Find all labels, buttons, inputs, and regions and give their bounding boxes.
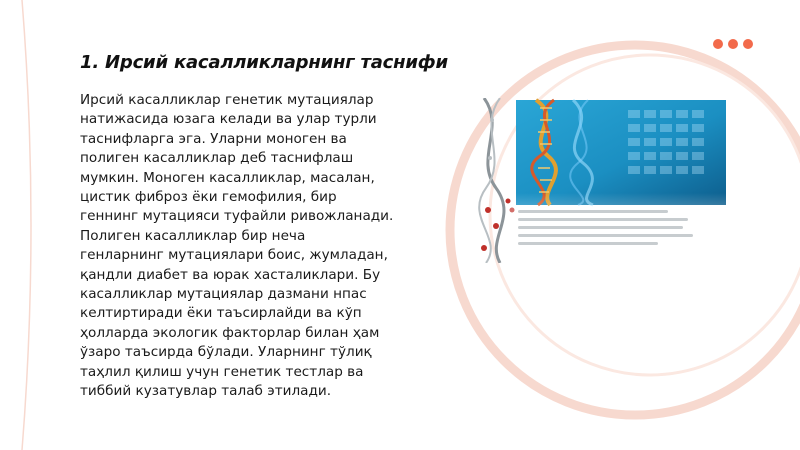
accent-dot [728,39,738,49]
body-line: ўзаро таъсирда бўлади. Уларнинг тўлиқ [80,344,372,361]
body-line: таҳлил қилиш учун генетик тестлар ва [80,363,364,380]
body-line: Полиген касалликлар бир неча [80,227,306,244]
slide-title: 1. Ирсий касалликларнинг таснифи [80,52,448,73]
body-line: таснифларга эга. Уларни моноген ва [80,130,347,147]
body-line: қандли диабет ва юрак хасталиклари. Бу [80,266,381,283]
accent-dot [713,39,723,49]
accent-dot [743,39,753,49]
body-line: цистик фиброз ёки гемофилия, бир [80,189,337,206]
dna-helix-illustration [478,98,728,263]
body-line: ҳолларда экологик факторлар билан ҳам [80,324,380,341]
body-line: касалликлар мутациялар дазмани нпас [80,286,367,303]
body-line: келтиртиради ёки таъсирлайди ва кўп [80,305,362,322]
body-paragraph [80,91,425,402]
accent-dots [713,39,753,49]
body-line: полиген касалликлар деб таснифлаш [80,150,354,167]
body-line: натижасида юзага келади ва улар турли [80,111,377,128]
grey-helix [479,98,510,263]
body-line: Ирсий касалликлар генетик мутациялар [80,92,374,108]
body-line: мумкин. Моноген касалликлар, масалан, [80,169,375,186]
body-line: геннинг мутацияси туфайли ривожланади. [80,208,394,225]
body-line: генларнинг мутациялари боис, жумладан, [80,247,388,264]
body-line: тиббий кузатувлар талаб этилади. [80,383,332,400]
left-edge-line [22,0,31,450]
